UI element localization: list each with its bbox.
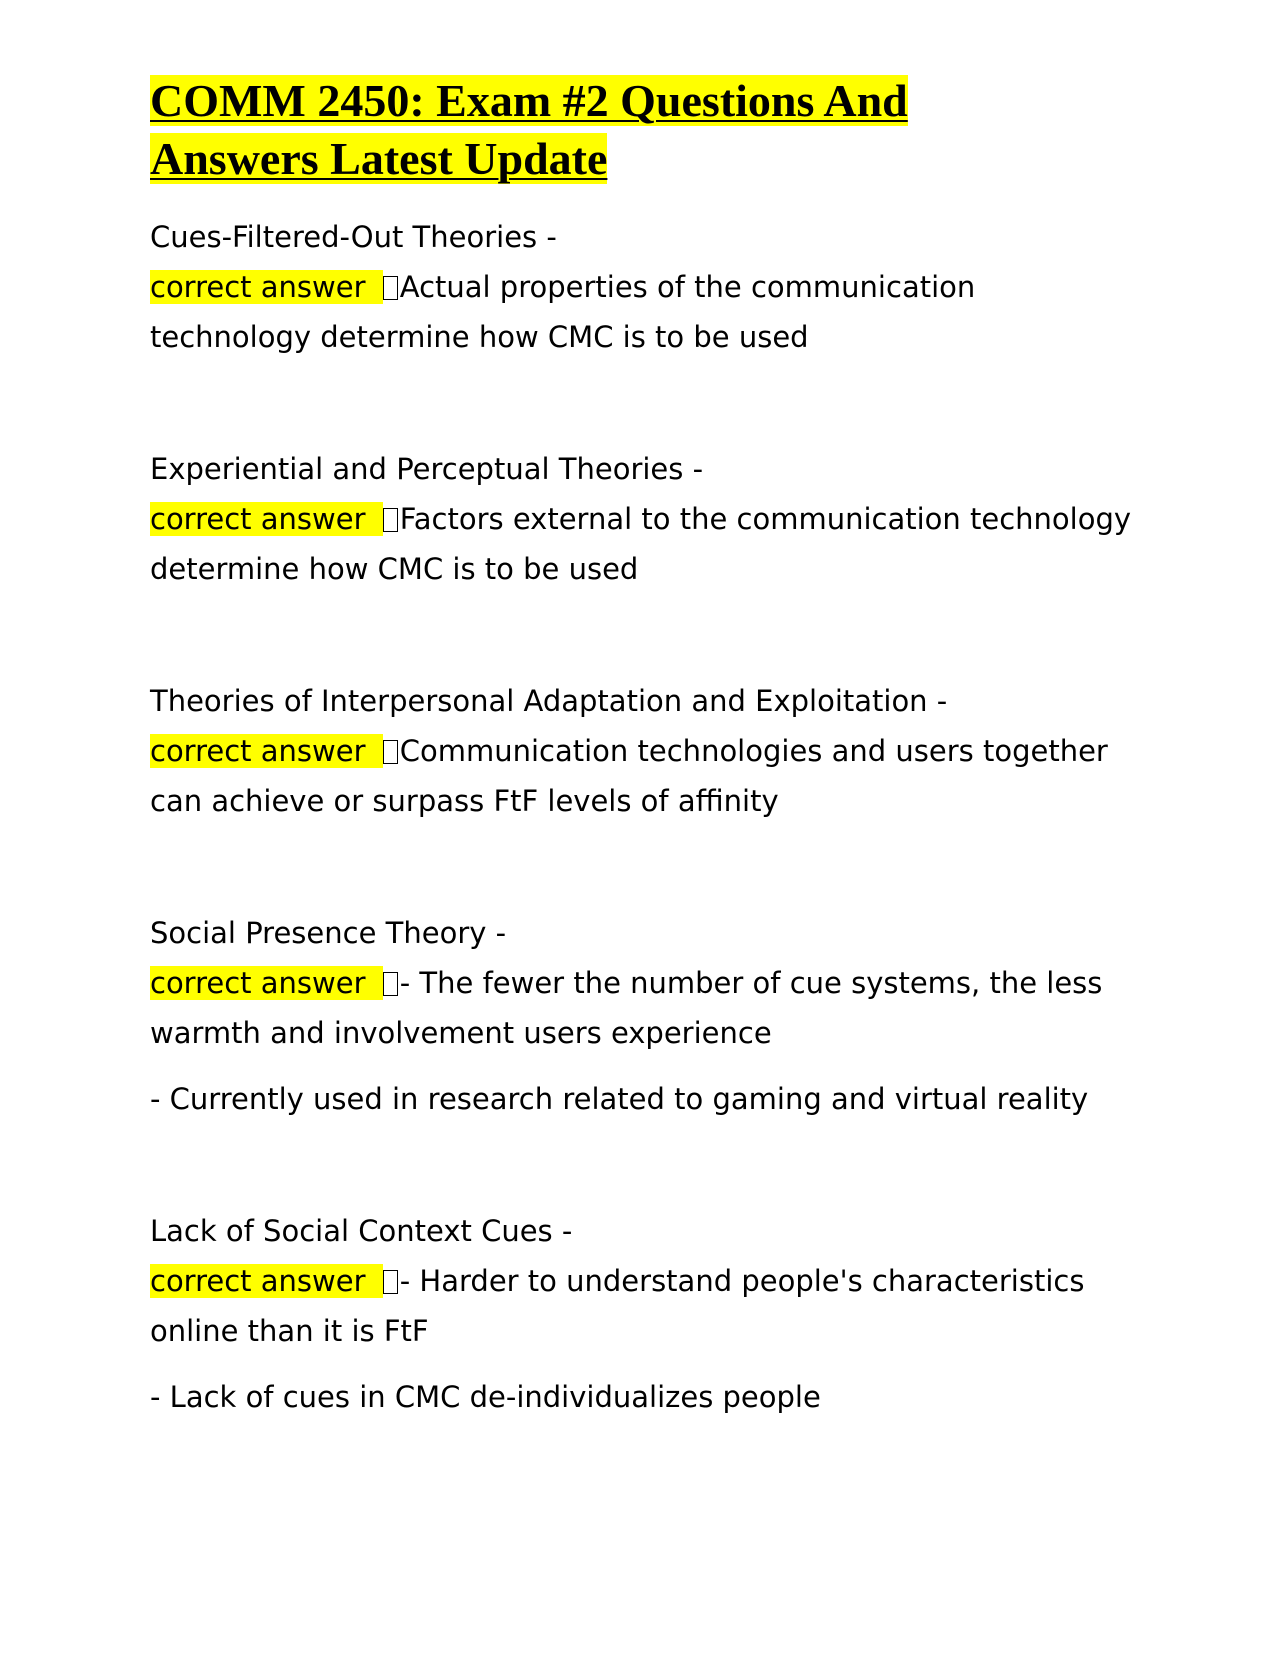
document-content	[150, 72, 1140, 1422]
qa-entry	[150, 212, 1140, 362]
answer-label: correct answer	[150, 502, 383, 536]
term-text: Cues-Filtered-Out Theories -	[150, 220, 557, 254]
checkbox-glyph-icon	[383, 276, 398, 300]
document-title	[150, 72, 1140, 188]
answer-label: correct answer	[150, 1264, 383, 1298]
answer-line	[150, 1256, 1140, 1306]
checkbox-glyph-icon	[383, 508, 398, 532]
term-text: Social Presence Theory -	[150, 916, 507, 950]
answer-text: Actual properties of the communication	[399, 270, 976, 304]
answer-label: correct answer	[150, 734, 383, 768]
qa-entry	[150, 444, 1140, 594]
qa-entry	[150, 908, 1140, 1124]
answer-line	[150, 494, 1140, 544]
answer-line	[150, 958, 1140, 1008]
answer-line	[150, 262, 1140, 312]
answer-label: correct answer	[150, 966, 383, 1000]
answer-line	[150, 726, 1140, 776]
answer-text-continued: can achieve or surpass FtF levels of affinity	[150, 784, 779, 818]
answer-text: - The fewer the number of cue systems, the less	[399, 966, 1103, 1000]
term-text: Experiential and Perceptual Theories -	[150, 452, 704, 486]
checkbox-glyph-icon	[383, 972, 398, 996]
answer-text-continued: technology determine how CMC is to be used	[150, 320, 809, 354]
qa-entry	[150, 676, 1140, 826]
checkbox-glyph-icon	[383, 1270, 398, 1294]
term-text: Lack of Social Context Cues -	[150, 1214, 573, 1248]
checkbox-glyph-icon	[383, 740, 398, 764]
title-line-2: Answers Latest Update	[150, 133, 608, 184]
answer-text-continued: determine how CMC is to be used	[150, 552, 639, 586]
qa-entry	[150, 1206, 1140, 1422]
answer-label: correct answer	[150, 270, 383, 304]
answer-text: Communication technologies and users together	[399, 734, 1108, 768]
answer-text-continued: warmth and involvement users experience	[150, 1016, 772, 1050]
term-text: Theories of Interpersonal Adaptation and Exploitation -	[150, 684, 948, 718]
title-line-1: COMM 2450: Exam #2 Questions And	[150, 75, 908, 126]
answer-extra-point: - Lack of cues in CMC de-individualizes people	[150, 1380, 821, 1414]
answer-text: Factors external to the communication technology	[399, 502, 1132, 536]
answer-text: - Harder to understand people's characteristics	[399, 1264, 1085, 1298]
answer-text-continued: online than it is FtF	[150, 1314, 429, 1348]
answer-extra-point: - Currently used in research related to gaming and virtual reality	[150, 1082, 1089, 1116]
